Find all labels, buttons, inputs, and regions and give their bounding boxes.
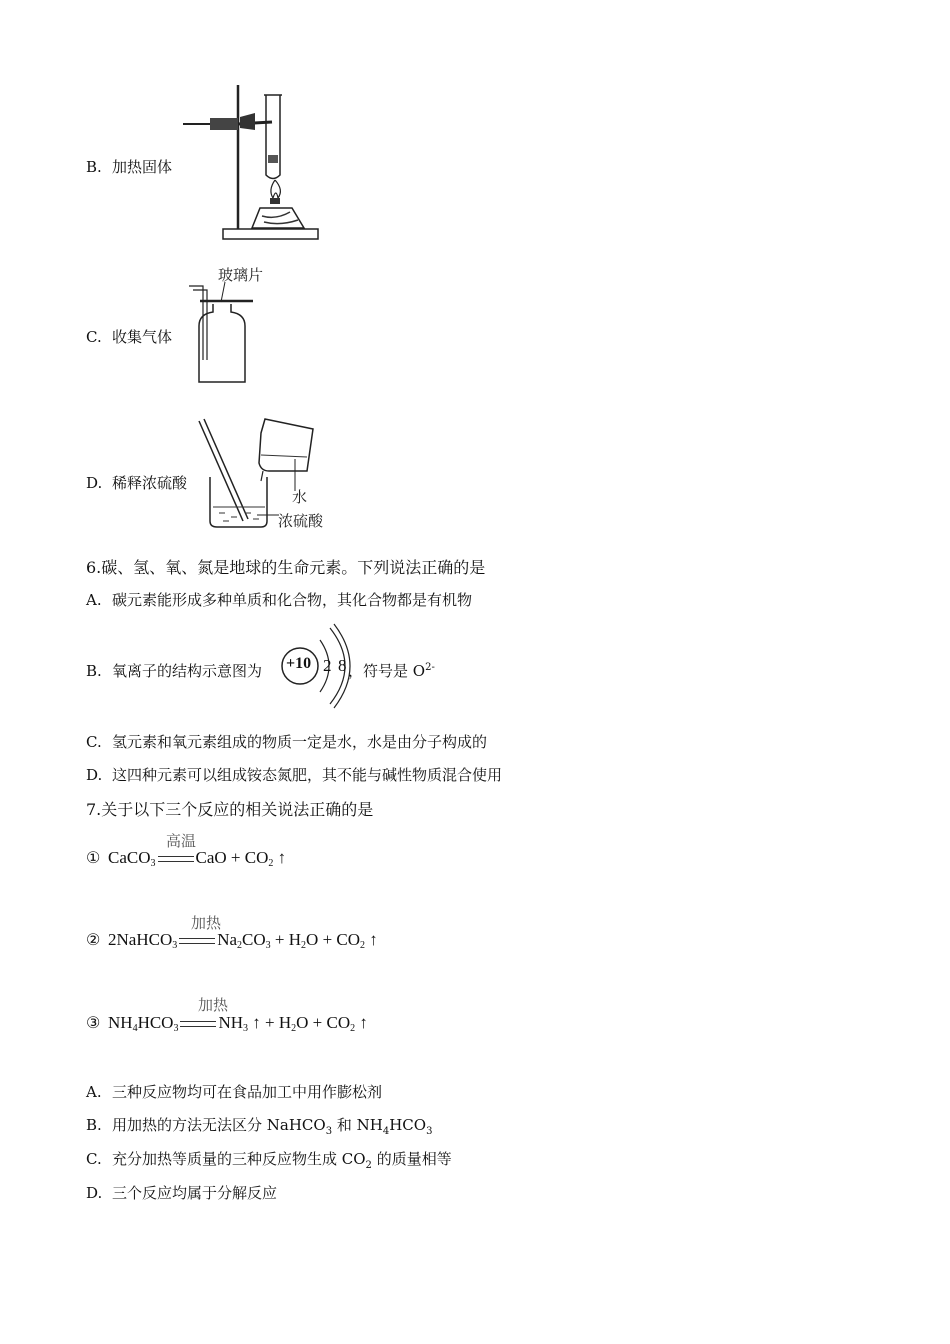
option-text: 氧离子的结构示意图为 (112, 662, 263, 680)
q7-option-c (86, 1148, 452, 1171)
option-letter: C. (86, 733, 102, 751)
eq1-condition: 高温 (165, 832, 196, 850)
subscript: 2 (365, 1160, 372, 1171)
equation-2: ② 2NaHCO$_3$ $Na_2CO_3 + H_2O + CO_2$ ↑ (86, 930, 378, 951)
option-letter: D. (86, 474, 103, 492)
option-text: 碳元素能形成多种单质和化合物，其化合物都是有机物 (112, 591, 473, 609)
option-letter: C. (86, 328, 102, 346)
acid-label: 浓硫酸 (278, 512, 324, 530)
option-text-after: ，符号是 O (348, 662, 426, 680)
option-text-mid: 和 NH (332, 1116, 383, 1134)
option-text: 稀释浓硫酸 (112, 474, 188, 492)
eq2-condition: 加热 (190, 914, 221, 932)
option-text-mid: HCO (389, 1116, 427, 1134)
option-letter: B. (86, 158, 102, 176)
glass-plate-label: 玻璃片 (218, 266, 264, 284)
equation-3: ③ $NH_4HCO_3$ $NH_3$ ↑ + $H_2O + CO_2$ ↑ (86, 1013, 368, 1034)
q6-option-c (86, 731, 487, 752)
equation-1: ① CaCO$_3$ CaO + $CO_2$ ↑ (86, 848, 287, 869)
q7-option-d (86, 1182, 277, 1203)
option-text: 充分加热等质量的三种反应物生成 CO (112, 1150, 366, 1168)
option-c (86, 326, 172, 347)
water-label: 水 (292, 488, 308, 506)
option-text: 这四种元素可以组成铵态氮肥，其不能与碱性物质混合使用 (112, 766, 503, 784)
option-text-after: 的质量相等 (371, 1150, 452, 1168)
option-letter: D. (86, 1184, 103, 1202)
option-text: 氢元素和氧元素组成的物质一定是水，水是由分子构成的 (112, 733, 488, 751)
subscript: 3 (426, 1126, 433, 1137)
q7-option-b (86, 1114, 432, 1137)
option-text: 三个反应均属于分解反应 (112, 1184, 278, 1202)
option-letter: A. (86, 591, 102, 609)
option-text: 三种反应物均可在食品加工中用作膨松剂 (112, 1083, 383, 1101)
option-letter: C. (86, 1150, 102, 1168)
option-text: 用加热的方法无法区分 NaHCO (112, 1116, 326, 1134)
option-text: 收集气体 (112, 328, 173, 346)
option-text: 加热固体 (112, 158, 173, 176)
q6-option-d (86, 764, 502, 785)
option-b (86, 156, 172, 177)
heating-solid-apparatus (180, 80, 320, 245)
option-letter: A. (86, 1083, 102, 1101)
option-letter: B. (86, 1116, 102, 1134)
q7-option-a (86, 1081, 382, 1102)
shell-1-electrons: 2 (323, 656, 332, 675)
q6-option-a (86, 589, 472, 610)
eq-number: ① (86, 850, 101, 867)
eq-number: ② (86, 932, 101, 949)
question-7-stem: 7.关于以下三个反应的相关说法正确的是 (86, 800, 374, 819)
gas-collection-bottle (185, 280, 265, 386)
question-6-stem: 6.碳、氢、氧、氮是地球的生命元素。下列说法正确的是 (86, 558, 486, 577)
shell-2-electrons: 8 (338, 656, 347, 675)
eq-number: ③ (86, 1015, 101, 1032)
option-letter: B. (86, 662, 102, 680)
option-letter: D. (86, 766, 103, 784)
subscript: 4 (382, 1126, 390, 1137)
q6-option-b (86, 660, 435, 681)
ion-charge: 2- (425, 662, 435, 673)
nucleus-charge: +10 (286, 655, 312, 672)
subscript: 3 (325, 1126, 333, 1137)
eq3-condition: 加热 (197, 996, 228, 1014)
option-d (86, 472, 187, 493)
